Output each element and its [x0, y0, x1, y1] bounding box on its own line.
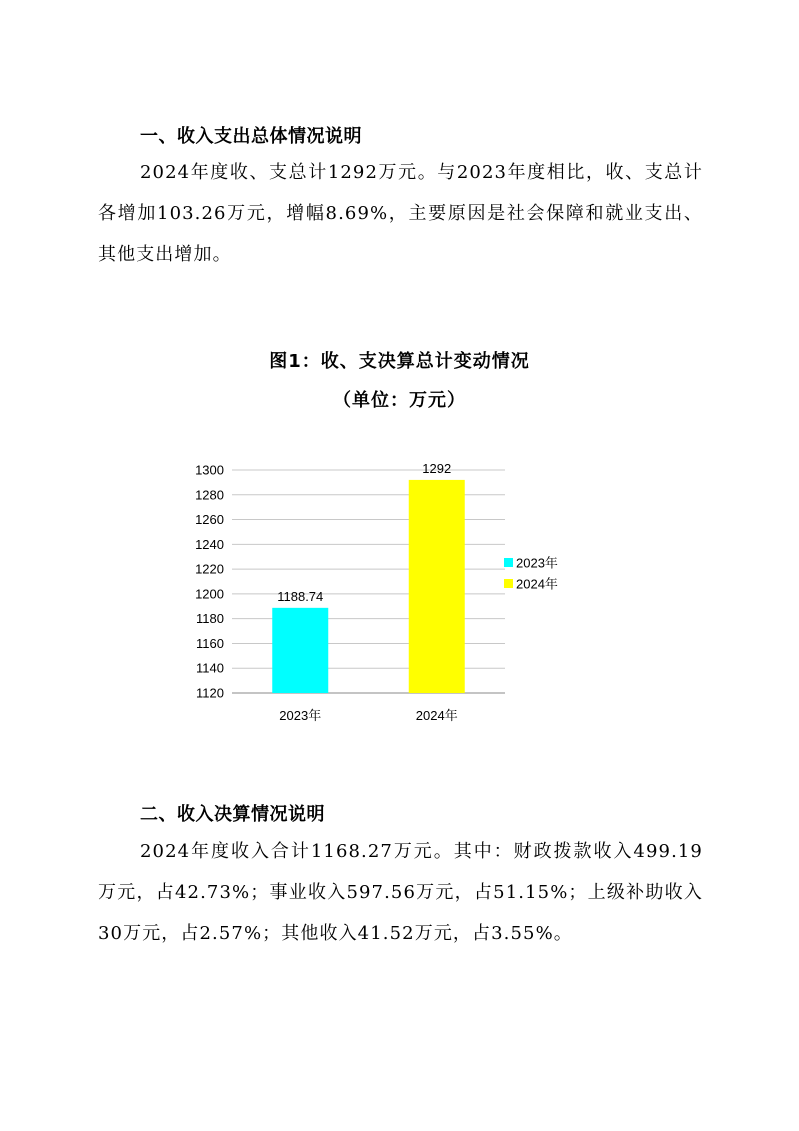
- y-tick-label: 1280: [195, 487, 224, 503]
- y-tick-label: 1160: [196, 635, 224, 651]
- section1-paragraph: 2024年度收、支总计1292万元。与2023年度相比，收、支总计各增加103.26万元，增幅8.69%，主要原因是社会保障和就业支出、其他支出增加。: [98, 162, 703, 265]
- data-label: 1188.74: [277, 588, 324, 604]
- y-tick-label: 1260: [195, 512, 224, 528]
- figure-subtitle: （单位：万元）: [333, 390, 466, 411]
- section1-heading: 一、收入支出总体情况说明: [140, 126, 362, 147]
- section2-heading: 二、收入决算情况说明: [140, 804, 325, 825]
- y-tick-label: 1140: [196, 660, 224, 676]
- section2-paragraph: 2024年度收入合计1168.27万元。其中：财政拨款收入499.19万元，占42.73%；事业收入597.56万元，占51.15%；上级补助收入30万元，占2.57%；其他收入41.52万元，占3.55%。: [98, 841, 703, 944]
- bar: [409, 480, 465, 693]
- data-label: 1292: [422, 460, 452, 476]
- bar: [272, 608, 328, 693]
- y-tick-label: 1300: [195, 462, 224, 478]
- y-tick-label: 1220: [195, 561, 224, 577]
- legend-label: 2024年: [516, 576, 558, 592]
- y-tick-label: 1180: [196, 611, 224, 627]
- legend-swatch: [504, 579, 513, 588]
- x-tick-label: 2023年: [279, 708, 322, 723]
- x-tick-label: 2024年: [415, 708, 458, 723]
- legend-swatch: [504, 558, 513, 567]
- legend-label: 2023年: [516, 555, 558, 571]
- figure-title: 图1：收、支决算总计变动情况: [269, 351, 530, 372]
- bar-chart: [180, 455, 600, 735]
- y-tick-label: 1240: [195, 536, 224, 552]
- y-tick-label: 1120: [196, 685, 224, 701]
- y-tick-label: 1200: [195, 586, 224, 602]
